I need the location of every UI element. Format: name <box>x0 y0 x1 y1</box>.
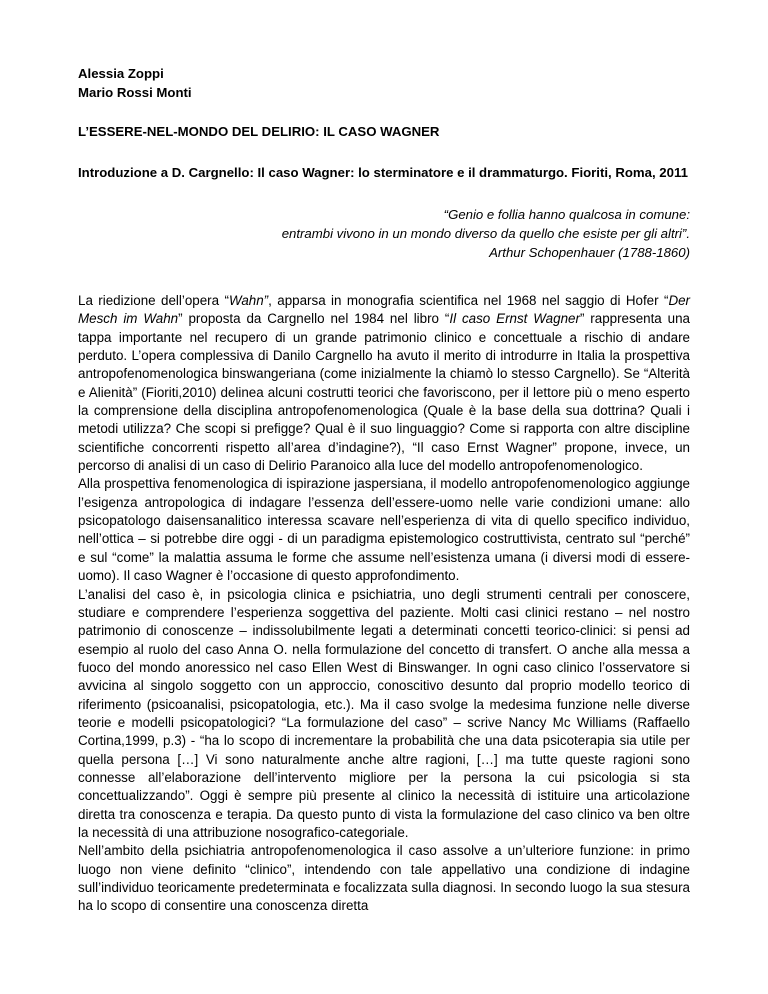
document-title: L’ESSERE-NEL-MONDO DEL DELIRIO: IL CASO WAGNER <box>78 124 440 139</box>
author-2: Mario Rossi Monti <box>78 85 192 100</box>
epigraph-attribution: Arthur Schopenhauer (1788-1860) <box>489 245 690 260</box>
epigraph-line-2: entrambi vivono in un mondo diverso da quello che esiste per gli altri”. <box>281 226 690 241</box>
p1-text-g: ” rappresenta una tappa importante nel recupero di un grande patrimonio clinico e concettuale a rischio di andare perduto. L’opera complessiva di Danilo Cargnello ha avuto il merito di introdurre in Italia la prospettiva antropofenomenologica binswangeriana (come inizialmente la chiamò lo stesso Cargnello). Se “Alterità e Alienità” (Fioriti,2010) delinea alcuni costrutti teorici che favoriscono, per il lettore più o meno esperto la comprensione della disciplina antropofenomenologica (Quale è la base della sua dottrina? Quali i metodi utilizza? Che scopi si prefigge? Qual è il suo linguaggio? Come si rapporta con altre discipline scientifiche concorrenti rispetto all’area d’indagine?), “Il caso Ernst Wagner” propone, invece, un percorso di analisi di un caso di Delirio Paranoico alla luce del modello antropofenomenologico. <box>78 311 690 474</box>
p1-italic-hofer-title: Der Mesch im Wahn <box>78 293 691 327</box>
p1-text-a: La riedizione dell’opera “ <box>78 293 229 308</box>
epigraph-line-1: “Genio e follia hanno qualcosa in comune: <box>443 207 690 222</box>
p1-italic-book-title: Il caso Ernst Wagner <box>449 311 580 327</box>
p1-text-e: ” proposta da Cargnello nel 1984 nel libro “ <box>178 311 450 327</box>
author-1: Alessia Zoppi <box>78 66 164 81</box>
paragraph-1 <box>78 292 690 475</box>
paragraph-3: L’analisi del caso è, in psicologia clinica e psichiatria, uno degli strumenti centrali per conoscere, studiare e comprendere l’esperienza soggettiva del paziente. Molti casi clinici restano – nel nostro patrimonio di conoscenze – indissolubilmente legati a determinati concetti teorico-clinici: si pensi ad esempio al ruolo del caso Anna O. nella formulazione del concetto di transfert. O anche alla messa a fuoco del mondo anoressico nel caso Ellen West di Binswanger. In ogni caso clinico l’osservatore si avvicina al singolo soggetto con un approccio, conoscitivo desunto dal proprio modello teorico di riferimento (psicoanalisi, psicopatologia, etc.). Ma il caso svolge la medesima funzione nelle diverse teorie e modelli psicopatologici? “La formulazione del caso” – scrive Nancy Mc Williams (Raffaello Cortina,1999, p.3) - “ha lo scopo di incrementare la probabilità che una data psicoterapia sia utile per quella persona […] Vi sono naturalmente anche altre ragioni, […] ma tutte queste ragioni sono connesse all’elaborazione dell’intervento migliore per la persona la cui psicologia si sta concettualizzando”. Oggi è sempre più presente al clinico la necessità di istituire una articolazione diretta tra conoscenza e terapia. Da questo punto di vista la formulazione del caso clinico va ben oltre la necessità di una attribuzione nosografico-categoriale. <box>78 586 690 840</box>
introduction-reference: Introduzione a D. Cargnello: Il caso Wagner: lo sterminatore e il drammaturgo. Fioriti, Roma, 2011 <box>78 165 688 180</box>
authors-block <box>78 64 690 102</box>
paragraph-4: Nell’ambito della psichiatria antropofenomenologica il caso assolve a un’ulteriore funzione: in primo luogo non viene definito “clinico”, intendendo con tale appellativo una condizione di indagine sull’individuo teoricamente predeterminata e focalizzata sulla diagnosi. In secondo luogo la sua stesura ha lo scopo di consentire una conoscenza diretta <box>78 843 690 914</box>
p1-italic-wahn: Wahn” <box>228 293 269 308</box>
epigraph <box>78 205 690 262</box>
p1-text-c: , apparsa in monografia scientifica nel 1968 nel saggio di Hofer “ <box>268 293 669 308</box>
body-text <box>78 292 690 916</box>
paragraph-2: Alla prospettiva fenomenologica di ispirazione jaspersiana, il modello antropofenomenologico aggiunge l’esigenza antropologica di indagare l’essenza dell’essere-uomo nelle varie condizioni umane: allo psicopatologo daisensanalitico interessa scavare nell’esperienza di vita di quello specifico individuo, nell’ottica – si potrebbe dire oggi - di un paradigma epistemologico costruttivista, centrato sul “perché” e sul “come” la malattia assuma le forme che assume nell’esistenza umana (i diversi modi di essere-uomo). Il caso Wagner è l’occasione di questo approfondimento. <box>78 476 690 584</box>
